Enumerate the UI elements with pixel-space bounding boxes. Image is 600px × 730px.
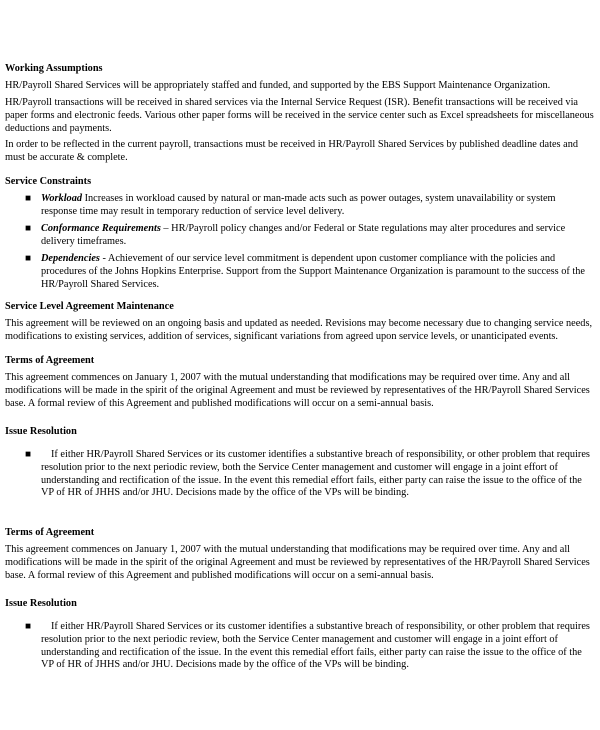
issue-resolution-heading: Issue Resolution (5, 426, 77, 437)
constraint-item-conformance (41, 223, 594, 249)
issue-resolution-text: If either HR/Payroll Shared Services or its customer identifies a substantive breach of responsibility, or other problem that requires resolution prior to the next periodic review, both the Service Center management and customer will engage in a joint effort of understanding and rectification of the issue. In the event this remedial effort fails, either party can raise the issue to the office of the VP of HR of JHHS and/or JHU. Decisions made by the office of the VPs will be binding. (41, 621, 590, 671)
terms-of-agreement-heading: Terms of Agreement (5, 527, 95, 538)
issue-resolution-text: If either HR/Payroll Shared Services or its customer identifies a substantive breach of responsibility, or other problem that requires resolution prior to the next periodic review, both the Service Center management and customer will engage in a joint effort of understanding and rectification of the issue. In the event this remedial effort fails, either party can raise the issue to the office of the VP of HR of JHHS and/or JHU. Decisions made by the office of the VPs will be binding. (41, 449, 590, 499)
constraint-term: Conformance Requirements (41, 223, 161, 234)
terms-of-agreement-heading: Terms of Agreement (5, 355, 95, 366)
working-assumptions-heading: Working Assumptions (5, 63, 103, 74)
issue-resolution-paragraph (41, 621, 594, 672)
bullet-icon: ■ (25, 253, 32, 264)
working-assumptions-paragraph-1: HR/Payroll Shared Services will be appropriately staffed and funded, and supported by the EBS Support Maintenance Organization. (5, 80, 551, 91)
issue-resolution-paragraph (41, 449, 594, 500)
bullet-icon: ■ (25, 223, 32, 234)
sla-maintenance-heading: Service Level Agreement Maintenance (5, 301, 174, 312)
constraint-term: Dependencies (41, 253, 100, 264)
bullet-icon: ■ (25, 449, 32, 460)
service-constraints-heading: Service Constraints (5, 176, 92, 187)
working-assumptions-paragraph-3: In order to be reflected in the current payroll, transactions must be received in HR/Payroll Shared Services by published deadline dates and must be accurate & complete. (5, 139, 579, 163)
constraint-term: Workload (41, 193, 83, 204)
constraint-item-workload (41, 193, 594, 219)
sla-maintenance-paragraph: This agreement will be reviewed on an ongoing basis and updated as needed. Revisions may become necessary due to changing service needs, modifications to existing services, addition of services, significant variations from agreed upon service levels, or unanticipated events. (5, 318, 593, 342)
bullet-icon: ■ (25, 621, 32, 632)
terms-of-agreement-paragraph: This agreement commences on January 1, 2007 with the mutual understanding that modifications may be required over time. Any and all modifications will be made in the spirit of the original Agreement and must be reviewed by representatives of the HR/Payroll Shared Services base. A formal review of this Agreement and published modifications will occur on a semi-annual basis. (5, 372, 590, 409)
constraint-text: – HR/Payroll policy changes and/or Federal or State regulations may alter procedures and service delivery timeframes. (41, 223, 566, 247)
constraint-text: Increases in workload caused by natural or man-made acts such as power outages, system unavailability or system response time may result in temporary reduction of service level delivery. (41, 193, 556, 217)
constraint-item-dependencies (41, 253, 594, 291)
working-assumptions-paragraph-2: HR/Payroll transactions will be received in shared services via the Internal Service Request (ISR). Benefit transactions will be received via paper forms and electronic feeds. Various other paper forms will be received in the service center such as Excel spreadsheets for miscellaneous deductions and payments. (5, 97, 594, 134)
terms-of-agreement-paragraph: This agreement commences on January 1, 2007 with the mutual understanding that modifications may be required over time. Any and all modifications will be made in the spirit of the original Agreement and must be reviewed by representatives of the HR/Payroll Shared Services base. A formal review of this Agreement and published modifications will occur on a semi-annual basis. (5, 544, 590, 581)
constraint-text: - Achievement of our service level commitment is dependent upon customer compliance with the policies and procedures of the Johns Hopkins Enterprise. Support from the Support Maintenance Organization is paramount to the success of the HR/Payroll Shared Services. (41, 253, 585, 290)
bullet-icon: ■ (25, 193, 32, 204)
issue-resolution-heading: Issue Resolution (5, 598, 77, 609)
